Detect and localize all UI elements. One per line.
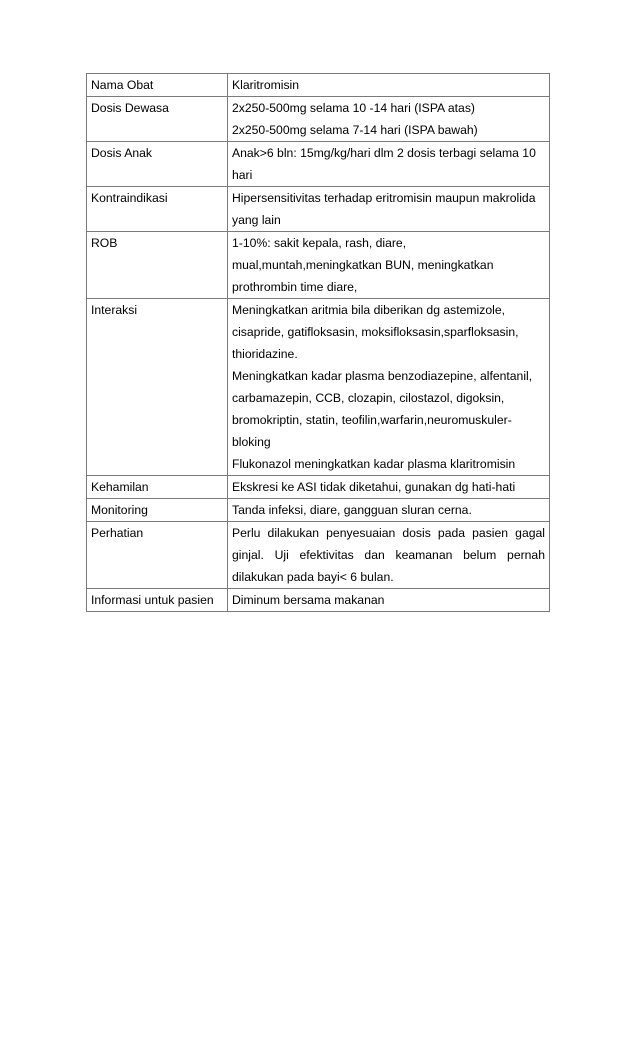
value-line: bromokriptin, statin, teofilin,warfarin,neuromuskuler- [232, 413, 512, 427]
row-value [228, 187, 550, 232]
value-line: Meningkatkan aritmia bila diberikan dg astemizole, [232, 303, 506, 317]
value-line: dilakukan pada bayi< 6 bulan. [232, 570, 394, 584]
row-value [228, 499, 550, 522]
value-line: carbamazepin, CCB, clozapin, cilostazol, digoksin, [232, 391, 505, 405]
table-row-perhatian [87, 522, 550, 589]
row-value [228, 522, 550, 589]
table-row-dosis-anak [87, 142, 550, 187]
value-line: Perlu dilakukan penyesuaian dosis pada pasien gagal [232, 526, 545, 540]
row-label: ROB [87, 232, 228, 299]
value-line: 1-10%: sakit kepala, rash, diare, [232, 236, 407, 250]
table-row-kehamilan [87, 476, 550, 499]
row-value [228, 476, 550, 499]
value-line: Klaritromisin [232, 78, 300, 92]
table-row-informasi-pasien [87, 589, 550, 612]
row-label: Dosis Dewasa [87, 97, 228, 142]
table-row-monitoring [87, 499, 550, 522]
value-line: yang lain [232, 213, 281, 227]
row-value [228, 589, 550, 612]
value-line: 2x250-500mg selama 10 -14 hari (ISPA atas) [232, 101, 475, 115]
row-value [228, 299, 550, 476]
table-row-kontraindikasi [87, 187, 550, 232]
value-line: thioridazine. [232, 347, 298, 361]
value-line: hari [232, 168, 253, 182]
value-line: ginjal. Uji efektivitas dan keamanan belum pernah [232, 548, 545, 562]
value-line: bloking [232, 435, 271, 449]
row-label: Nama Obat [87, 74, 228, 97]
row-value [228, 142, 550, 187]
value-line: Meningkatkan kadar plasma benzodiazepine, alfentanil, [232, 369, 533, 383]
row-label: Kehamilan [87, 476, 228, 499]
value-line: cisapride, gatifloksasin, moksifloksasin,sparfloksasin, [232, 325, 519, 339]
row-label: Perhatian [87, 522, 228, 589]
row-value [228, 232, 550, 299]
value-line: Tanda infeksi, diare, gangguan sluran cerna. [232, 503, 472, 517]
document-page [86, 73, 550, 612]
value-line: prothrombin time diare, [232, 280, 358, 294]
row-label: Dosis Anak [87, 142, 228, 187]
row-value [228, 74, 550, 97]
row-label: Interaksi [87, 299, 228, 476]
value-line: Ekskresi ke ASI tidak diketahui, gunakan dg hati-hati [232, 480, 516, 494]
row-label: Kontraindikasi [87, 187, 228, 232]
value-line: Flukonazol meningkatkan kadar plasma klaritromisin [232, 457, 516, 471]
row-label: Monitoring [87, 499, 228, 522]
table-row-rob [87, 232, 550, 299]
value-line: Diminum bersama makanan [232, 593, 385, 607]
value-line: Hipersensitivitas terhadap eritromisin maupun makrolida [232, 191, 536, 205]
table-row-interaksi [87, 299, 550, 476]
row-label: Informasi untuk pasien [87, 589, 228, 612]
table-row-nama-obat [87, 74, 550, 97]
table-row-dosis-dewasa [87, 97, 550, 142]
value-line: Anak>6 bln: 15mg/kg/hari dlm 2 dosis terbagi selama 10 [232, 146, 536, 160]
drug-info-table [86, 73, 550, 612]
row-value [228, 97, 550, 142]
value-line: mual,muntah,meningkatkan BUN, meningkatkan [232, 258, 494, 272]
value-line: 2x250-500mg selama 7-14 hari (ISPA bawah) [232, 123, 478, 137]
